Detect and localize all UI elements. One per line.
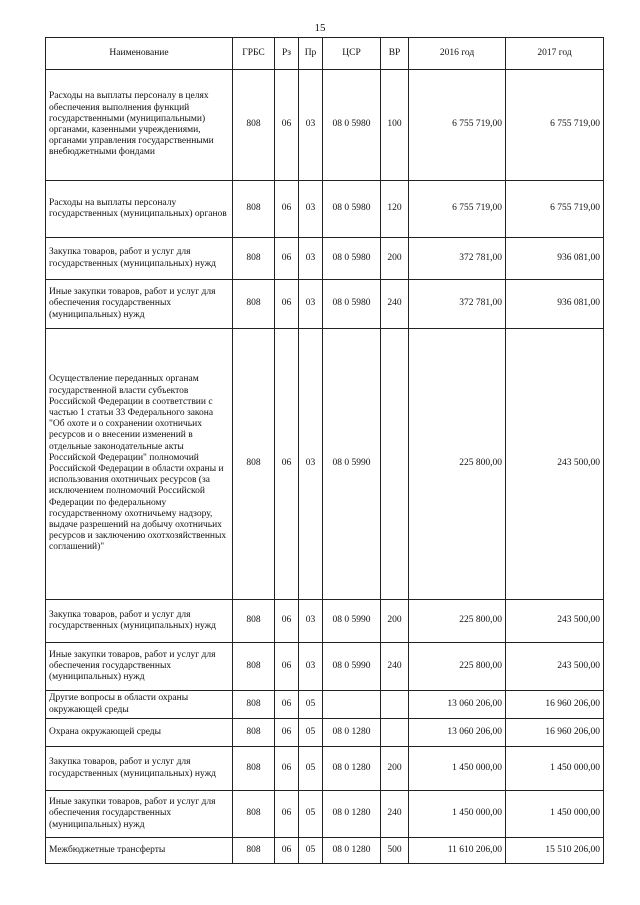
row-grbs: 808: [233, 691, 275, 719]
header-2016: 2016 год: [409, 38, 506, 70]
row-vr: 240: [381, 791, 409, 838]
row-2017: 6 755 719,00: [506, 181, 604, 238]
table-row: [46, 238, 604, 280]
row-grbs: 808: [233, 70, 275, 181]
row-2017: 1 450 000,00: [506, 791, 604, 838]
row-rz: 06: [275, 181, 299, 238]
row-grbs: 808: [233, 238, 275, 280]
row-2016: 225 800,00: [409, 600, 506, 643]
table-row: [46, 691, 604, 719]
row-2017: 6 755 719,00: [506, 70, 604, 181]
header-rz: Рз: [275, 38, 299, 70]
row-2016: 11 610 206,00: [409, 838, 506, 864]
row-name: Иные закупки товаров, работ и услуг для обеспечения государственных (муниципальных) нужд: [46, 791, 233, 838]
row-name: Межбюджетные трансферты: [46, 838, 233, 864]
table-row: [46, 600, 604, 643]
row-csr: [323, 691, 381, 719]
table-row: [46, 719, 604, 747]
row-grbs: 808: [233, 600, 275, 643]
row-pr: 03: [299, 238, 323, 280]
row-rz: 06: [275, 691, 299, 719]
row-csr: 08 0 1280: [323, 791, 381, 838]
row-rz: 06: [275, 838, 299, 864]
row-grbs: 808: [233, 747, 275, 791]
row-rz: 06: [275, 280, 299, 329]
row-rz: 06: [275, 329, 299, 600]
row-pr: 03: [299, 643, 323, 691]
row-csr: 08 0 1280: [323, 838, 381, 864]
row-grbs: 808: [233, 181, 275, 238]
header-pr: Пр: [299, 38, 323, 70]
budget-table: [45, 37, 604, 864]
row-name: Иные закупки товаров, работ и услуг для обеспечения государственных (муниципальных) нужд: [46, 280, 233, 329]
row-name: Осуществление переданных органам государственной власти субъектов Российской Федерации в соответствии с частью 1 статьи 33 Федерального закона "Об охоте и о сохранении охотничьих ресурсов и о внесении изменений в отдельные законодательные акты Российской Федерации" полномочий Российской Федерации в области охраны и использования охотничьих ресурсов (за исключением полномочий Российской Федерации по федеральному государственному охотничьему надзору, выдаче разрешений на добычу охотничьих ресурсов и заключению охотхозяйственных соглашений)": [46, 329, 233, 600]
table-row: [46, 70, 604, 181]
row-vr: [381, 329, 409, 600]
table-row: [46, 838, 604, 864]
row-2016: 1 450 000,00: [409, 791, 506, 838]
row-csr: 08 0 5980: [323, 238, 381, 280]
row-grbs: 808: [233, 838, 275, 864]
header-csr: ЦСР: [323, 38, 381, 70]
row-pr: 03: [299, 70, 323, 181]
row-vr: 200: [381, 747, 409, 791]
row-2016: 372 781,00: [409, 280, 506, 329]
row-2017: 243 500,00: [506, 600, 604, 643]
row-grbs: 808: [233, 643, 275, 691]
row-rz: 06: [275, 600, 299, 643]
table-row: [46, 280, 604, 329]
row-pr: 05: [299, 747, 323, 791]
row-name: Закупка товаров, работ и услуг для государственных (муниципальных) нужд: [46, 238, 233, 280]
row-2017: 1 450 000,00: [506, 747, 604, 791]
row-csr: 08 0 1280: [323, 719, 381, 747]
row-grbs: 808: [233, 280, 275, 329]
table-row: [46, 181, 604, 238]
row-2016: 6 755 719,00: [409, 70, 506, 181]
row-name: Закупка товаров, работ и услуг для государственных (муниципальных) нужд: [46, 600, 233, 643]
row-vr: 200: [381, 600, 409, 643]
table-row: [46, 747, 604, 791]
row-csr: 08 0 1280: [323, 747, 381, 791]
row-grbs: 808: [233, 719, 275, 747]
table-row: [46, 791, 604, 838]
row-2017: 16 960 206,00: [506, 691, 604, 719]
row-rz: 06: [275, 70, 299, 181]
table-row: [46, 329, 604, 600]
row-rz: 06: [275, 238, 299, 280]
row-name: Расходы на выплаты персоналу государственных (муниципальных) органов: [46, 181, 233, 238]
row-2016: 225 800,00: [409, 329, 506, 600]
row-csr: 08 0 5990: [323, 600, 381, 643]
row-2017: 243 500,00: [506, 643, 604, 691]
row-name: Закупка товаров, работ и услуг для государственных (муниципальных) нужд: [46, 747, 233, 791]
row-name: Расходы на выплаты персоналу в целях обеспечения выполнения функций государственными (муниципальными) органами, казенными учреждениями, органами управления государственными внебюджетными фондами: [46, 70, 233, 181]
row-rz: 06: [275, 643, 299, 691]
header-name: Наименование: [46, 38, 233, 70]
row-2017: 936 081,00: [506, 238, 604, 280]
page-number: 15: [314, 22, 326, 34]
row-2017: 15 510 206,00: [506, 838, 604, 864]
row-2016: 1 450 000,00: [409, 747, 506, 791]
row-vr: 100: [381, 70, 409, 181]
row-vr: 240: [381, 280, 409, 329]
row-pr: 05: [299, 719, 323, 747]
row-grbs: 808: [233, 791, 275, 838]
row-pr: 05: [299, 791, 323, 838]
row-2016: 372 781,00: [409, 238, 506, 280]
row-pr: 03: [299, 181, 323, 238]
row-pr: 03: [299, 329, 323, 600]
row-rz: 06: [275, 719, 299, 747]
row-pr: 03: [299, 600, 323, 643]
row-name: Охрана окружающей среды: [46, 719, 233, 747]
row-vr: 500: [381, 838, 409, 864]
row-2017: 16 960 206,00: [506, 719, 604, 747]
row-name: Иные закупки товаров, работ и услуг для обеспечения государственных (муниципальных) нужд: [46, 643, 233, 691]
header-row: [46, 38, 604, 70]
row-pr: 05: [299, 838, 323, 864]
row-rz: 06: [275, 747, 299, 791]
row-name: Другие вопросы в области охраны окружающей среды: [46, 691, 233, 719]
row-pr: 05: [299, 691, 323, 719]
row-csr: 08 0 5980: [323, 280, 381, 329]
row-2016: 225 800,00: [409, 643, 506, 691]
row-2016: 13 060 206,00: [409, 691, 506, 719]
row-2016: 13 060 206,00: [409, 719, 506, 747]
row-grbs: 808: [233, 329, 275, 600]
row-2017: 243 500,00: [506, 329, 604, 600]
row-csr: 08 0 5980: [323, 181, 381, 238]
row-vr: [381, 719, 409, 747]
row-csr: 08 0 5990: [323, 329, 381, 600]
row-csr: 08 0 5980: [323, 70, 381, 181]
row-vr: [381, 691, 409, 719]
row-2016: 6 755 719,00: [409, 181, 506, 238]
row-vr: 240: [381, 643, 409, 691]
row-vr: 200: [381, 238, 409, 280]
row-pr: 03: [299, 280, 323, 329]
row-csr: 08 0 5990: [323, 643, 381, 691]
header-vr: ВР: [381, 38, 409, 70]
header-2017: 2017 год: [506, 38, 604, 70]
row-vr: 120: [381, 181, 409, 238]
row-2017: 936 081,00: [506, 280, 604, 329]
header-grbs: ГРБС: [233, 38, 275, 70]
table-row: [46, 643, 604, 691]
row-rz: 06: [275, 791, 299, 838]
